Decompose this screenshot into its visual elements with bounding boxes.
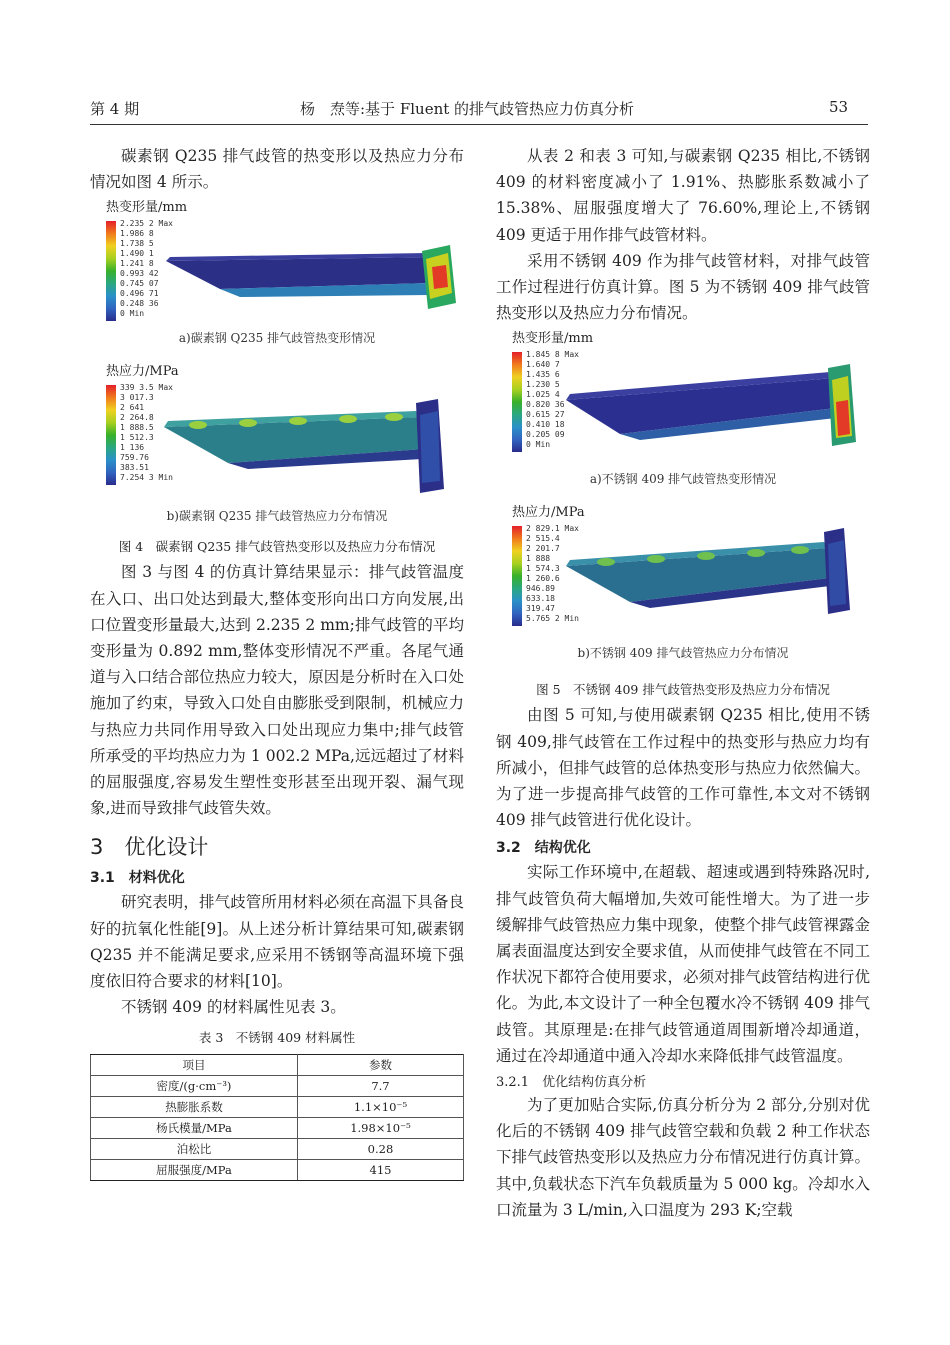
legend-label: 1.230 5: [526, 380, 560, 390]
manifold-deformation-model: [160, 239, 460, 319]
legend-label: 0.820 36: [526, 400, 565, 410]
figure-title: 热变形量/mm: [106, 200, 188, 216]
paragraph: 实际工作环境中,在超载、超速或遇到特殊路况时,排气歧管负荷大幅增加,失效可能性增大。为了进一步缓解排气歧管热应力集中现象，使整个排气歧管裸露金属表面温度达到安全要求值，从而使排气歧管在不同工作状况下都符合使用要求，必须对排气歧管结构进行优化。为此,本文设计了一种全包覆水冷不锈钢 409 排气歧管。其原理是:在排气歧管通道周围新增冷却通道，通过在冷却通道中通入冷却水来降低排气歧管温度。: [496, 863, 870, 1065]
figure-5a: [496, 330, 870, 490]
table-cell: 415: [297, 1160, 463, 1181]
legend-label: 0.248 36: [120, 299, 159, 309]
legend-label: 1.241 8: [120, 259, 154, 269]
legend-label: 0.410 18: [526, 420, 565, 430]
figure-title: 热变形量/mm: [512, 331, 594, 347]
table-caption: 表 3 不锈钢 409 材料属性: [198, 1030, 356, 1046]
left-column: [90, 143, 464, 1181]
table-header: 参数: [297, 1055, 463, 1076]
legend-label: 0.993 42: [120, 269, 159, 279]
paragraph: 由图 5 可知,与使用碳素钢 Q235 相比,使用不锈钢 409,排气歧管在工作过程中的热变形与热应力均有所减小，但排气歧管的总体热变形与热应力依然偏大。为了进一步提高排气歧管的工作可靠性,本文对不锈钢 409 排气歧管进行优化设计。: [496, 706, 870, 830]
table-cell: 屈服强度/MPa: [91, 1160, 298, 1181]
paragraph: 碳素钢 Q235 排气歧管的热变形以及热应力分布情况如图 4 所示。: [90, 147, 464, 192]
figure-caption: b)碳素钢 Q235 排气歧管热应力分布情况: [166, 509, 388, 524]
figure-caption: b)不锈钢 409 排气歧管热应力分布情况: [577, 646, 789, 661]
paragraph: 图 3 与图 4 的仿真计算结果显示：排气歧管温度在入口、出口处达到最大,整体变形向出口方向发展,出口位置变形量最大,达到 2.235 2 mm;排气歧管的平均变形量为 0.892 mm,整体变形情况不严重。各尾气通道与入口结合部位热应力较大，原因是分析时在入口处施加了约束，导致入口处自由膨胀受到限制，机械应力与热应力共同作用导致入口处出现应力集中;排气歧管所承受的平均热应力为 1 002.2 MPa,远远超过了材料的屈服强度,容易发生塑性变形甚至出现开裂、漏气现象,进而导致排气歧管失效。: [90, 563, 464, 818]
legend-label: 2 515.4: [526, 534, 560, 544]
figure-4b: [90, 363, 464, 531]
legend-label: 1.640 7: [526, 360, 560, 370]
header-rule: [90, 124, 868, 125]
material-properties-table: [90, 1054, 464, 1181]
legend-label: 2 264.8: [120, 413, 154, 423]
table-cell: 热膨胀系数: [91, 1097, 298, 1118]
legend-label: 2 641: [120, 403, 145, 413]
table-cell: 7.7: [297, 1076, 463, 1097]
legend-label: 319.47: [526, 604, 555, 614]
figure-4-caption: 图 4 碳素钢 Q235 排气歧管热变形以及热应力分布情况: [118, 539, 436, 555]
legend-label: 0.615 27: [526, 410, 565, 420]
manifold-stress-model: [158, 397, 458, 497]
figure-caption: a)碳素钢 Q235 排气歧管热变形情况: [178, 331, 376, 346]
manifold-stress-model: [560, 526, 860, 626]
legend-label: 633.18: [526, 594, 555, 604]
paragraph: 研究表明，排气歧管所用材料必须在高温下具备良好的抗氧化性能[9]。从上述分析计算结果可知,碳素钢 Q235 并不能满足要求,应采用不锈钢等高温环境下强度依旧符合要求的材料[10]。: [90, 893, 464, 991]
legend-label: 1 888.5: [120, 423, 154, 433]
table-cell: 泊松比: [91, 1139, 298, 1160]
header-issue: 第 4 期: [90, 100, 140, 118]
legend-label: 2 201.7: [526, 544, 560, 554]
table-cell: 0.28: [297, 1139, 463, 1160]
legend-label: 339 3.5 Max: [120, 383, 173, 393]
legend-label: 1 260.6: [526, 574, 560, 584]
table-row: [91, 1118, 464, 1139]
table-cell: 杨氏模量/MPa: [91, 1118, 298, 1139]
legend-label: 1.025 4: [526, 390, 560, 400]
legend-label: 5.765 2 Min: [526, 614, 579, 624]
legend-label: 1.738 5: [120, 239, 154, 249]
manifold-deformation-model: [560, 360, 860, 460]
legend-label: 1 136: [120, 443, 145, 453]
figure-5b: [496, 504, 870, 664]
table-cell: 密度/(g·cm⁻³): [91, 1076, 298, 1097]
legend-label: 1.490 1: [120, 249, 154, 259]
subsection-heading: 3.1 材料优化: [90, 870, 185, 887]
legend-label: 2.235 2 Max: [120, 219, 173, 229]
header-title: 杨 焘等:基于 Fluent 的排气歧管热应力仿真分析: [300, 100, 635, 118]
legend-label: 759.76: [120, 453, 149, 463]
table-cell: 1.98×10⁻⁵: [297, 1118, 463, 1139]
legend-label: 1 512.3: [120, 433, 154, 443]
subsubsection-heading: 3.2.1 优化结构仿真分析: [496, 1075, 647, 1091]
legend-label: 2 829.1 Max: [526, 524, 579, 534]
header-page: 53: [829, 98, 849, 116]
table-cell: 1.1×10⁻⁵: [297, 1097, 463, 1118]
figure-title: 热应力/MPa: [512, 505, 585, 521]
legend-label: 0.205 09: [526, 430, 565, 440]
paragraph: 采用不锈钢 409 作为排气歧管材料，对排气歧管工作过程进行仿真计算。图 5 为不锈钢 409 排气歧管热变形以及热应力分布情况。: [496, 251, 870, 323]
subsection-heading: 3.2 结构优化: [496, 840, 591, 857]
legend-label: 1.986 8: [120, 229, 154, 239]
table-row: [91, 1097, 464, 1118]
table-row: [91, 1160, 464, 1181]
figure-4a: [90, 199, 464, 351]
table-row: [91, 1076, 464, 1097]
legend-label: 1.845 8 Max: [526, 350, 579, 360]
figure-5-caption: 图 5 不锈钢 409 排气歧管热变形及热应力分布情况: [536, 682, 830, 698]
right-column: [496, 143, 870, 1223]
legend-label: 383.51: [120, 463, 149, 473]
legend-label: 1.435 6: [526, 370, 560, 380]
legend-label: 3 017.3: [120, 393, 154, 403]
figure-title: 热应力/MPa: [106, 364, 179, 380]
legend-label: 0 Min: [526, 440, 551, 450]
legend-label: 0 Min: [120, 309, 145, 319]
figure-caption: a)不锈钢 409 排气歧管热变形情况: [589, 472, 777, 487]
legend-label: 1 574.3: [526, 564, 560, 574]
paragraph: 不锈钢 409 的材料属性见表 3。: [121, 998, 346, 1017]
legend-label: 946.89: [526, 584, 555, 594]
legend-label: 1 888: [526, 554, 551, 564]
paragraph: 从表 2 和表 3 可知,与碳素钢 Q235 相比,不锈钢 409 的材料密度减小了 1.91%、热膨胀系数减小了 15.38%、屈服强度增大了 76.60%,理论上,不锈钢 409 更适于用作排气歧管材料。: [496, 147, 870, 244]
section-heading: 3 优化设计: [90, 835, 209, 860]
table-row: [91, 1139, 464, 1160]
legend-label: 0.745 07: [120, 279, 159, 289]
legend-label: 7.254 3 Min: [120, 473, 173, 483]
table-header: 项目: [91, 1055, 298, 1076]
paragraph: 为了更加贴合实际,仿真分析分为 2 部分,分别对优化后的不锈钢 409 排气歧管空载和负载 2 种工作状态下排气歧管热变形以及热应力分布情况进行仿真计算。其中,负载状态下汽车负载质量为 5 000 kg。冷却水入口流量为 3 L/min,入口温度为 293 K;空载: [496, 1096, 870, 1219]
legend-label: 0.496 71: [120, 289, 159, 299]
